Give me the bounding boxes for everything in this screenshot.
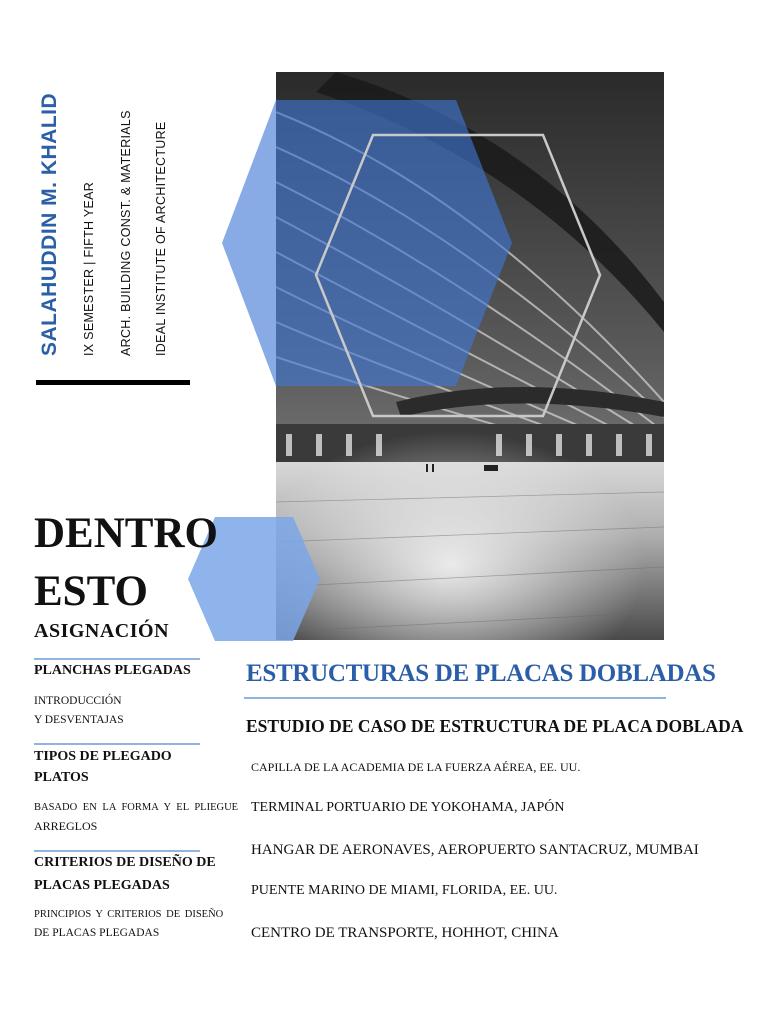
section-divider [34,743,200,745]
author-name: SALAHUDDIN M. KHALID [38,92,61,356]
section-subtitle: DE PLACAS PLEGADAS [34,927,160,939]
case-study-item [246,925,559,942]
section-subtitle: ARREGLOS [34,819,98,833]
case-study-item [246,842,699,859]
author-institute: IDEAL INSTITUTE OF ARCHITECTURE [154,121,168,356]
section-title: PLANCHAS PLEGADAS [34,663,191,678]
case-study-item [246,760,580,775]
section-subtitle: BASADO EN LA FORMA Y EL PLIEGUE [34,802,239,813]
case-study-item-label: HANGAR DE AERONAVES, AEROPUERTO SANTACRUZ, MUMBAI [251,842,699,858]
case-study-item-label: CAPILLA DE LA ACADEMIA DE LA FUERZA AÉREA, EE. UU. [251,760,581,774]
contents-title-line2: ESTO [34,568,148,615]
case-study-item [246,800,565,816]
main-title: ESTRUCTURAS DE PLACAS DOBLADAS [246,660,716,687]
case-study-item-label: TERMINAL PORTUARIO DE YOKOHAMA, JAPÓN [251,800,565,815]
assignment-label: ASIGNACIÓN [34,620,170,642]
section-title: PLACAS PLEGADAS [34,878,170,893]
section-title: TIPOS DE PLEGADO [34,749,172,764]
case-study-item-label: CENTRO DE TRANSPORTE, HOHHOT, CHINA [251,925,559,941]
case-study-item [246,883,557,899]
contents-title: DENTRO [34,510,218,557]
section-title: PLATOS [34,770,89,785]
section-subtitle: INTRODUCCIÓN [34,695,122,707]
section-subtitle: PRINCIPIOS Y CRITERIOS DE DISEÑO [34,909,224,920]
section-title: CRITERIOS DE DISEÑO DE [34,855,216,870]
case-study-item-label: PUENTE MARINO DE MIAMI, FLORIDA, EE. UU. [251,883,558,898]
section-subtitle: Y DESVENTAJAS [34,714,124,726]
author-semester: IX SEMESTER | FIFTH YEAR [82,181,96,356]
author-course: ARCH. BUILDING CONST. & MATERIALS [119,110,133,356]
case-study-title: ESTUDIO DE CASO DE ESTRUCTURA DE PLACA DOBLADA [246,716,744,736]
main-title-divider [244,697,666,699]
